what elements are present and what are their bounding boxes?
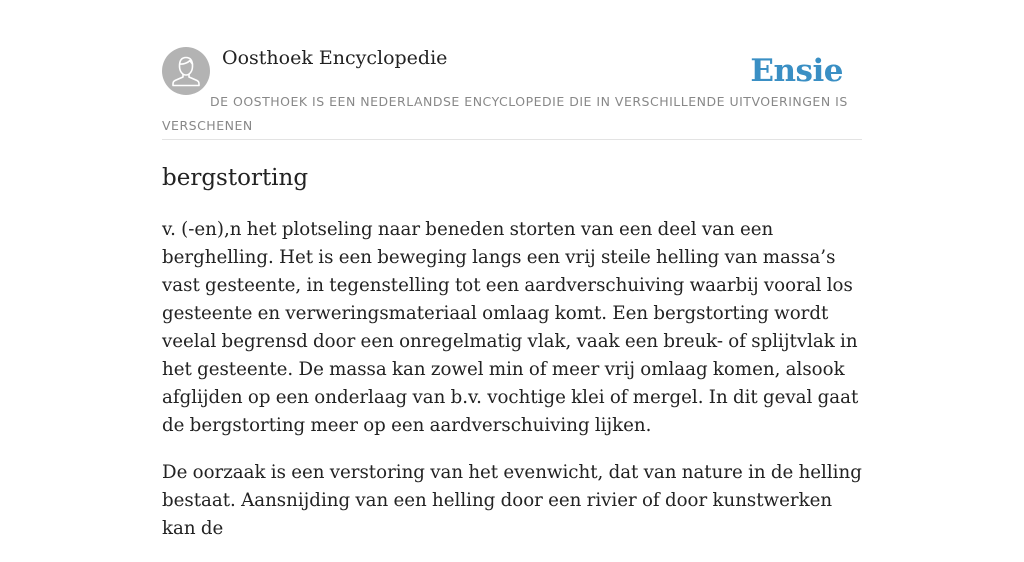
ensie-logo[interactable]: Ensie: [750, 53, 843, 89]
article-paragraph: v. (-en),n het plotseling naar beneden storten van een deel van een berghelling. Het is een beweging langs een vrij steile helling van massa’s vast gesteente, in tegenstelling tot een aardverschuiving waarbij vooral los gesteente en verweringsmateriaal omlaag komt. Een bergstorting wordt veelal begrensd door een onregelmatig vlak, vaak een breuk- of splijtvlak in het gesteente. De massa kan zowel min of meer vrij omlaag komen, alsook afglijden op een onderlaag van b.v. vochtige klei of mergel. In dit geval gaat de bergstorting meer op een aardverschuiving lijken.: [162, 219, 859, 436]
source-tagline: DE OOSTHOEK IS EEN NEDERLANDSE ENCYCLOPEDIE DIE IN VERSCHILLENDE UITVOERINGEN IS VERSCHENEN: [162, 94, 848, 133]
article-paragraph: De oorzaak is een verstoring van het evenwicht, dat van nature in de helling bestaat. Aansnijding van een helling door een rivier of door kunstwerken kan de: [162, 462, 862, 539]
source-name[interactable]: Oosthoek Encyclopedie: [222, 47, 448, 69]
source-header: [162, 46, 862, 140]
article-body: [162, 216, 862, 562]
source-avatar[interactable]: [162, 47, 210, 95]
user-icon: [162, 47, 210, 95]
article-title: bergstorting: [162, 165, 309, 191]
